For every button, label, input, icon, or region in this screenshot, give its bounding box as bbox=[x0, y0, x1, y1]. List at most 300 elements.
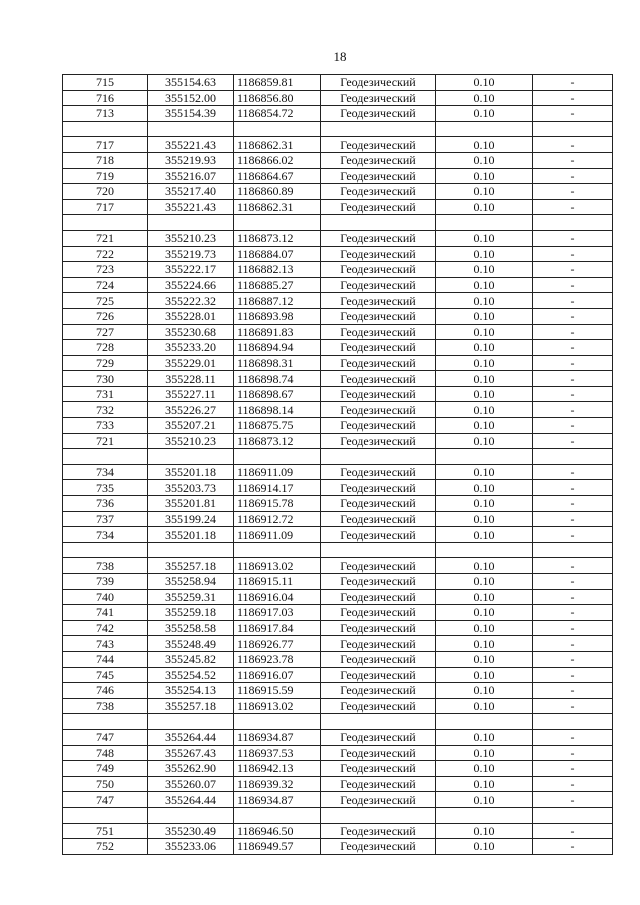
method-cell: Геодезический bbox=[321, 558, 436, 574]
point-number-cell: 742 bbox=[63, 620, 148, 636]
point-number-cell: 747 bbox=[63, 792, 148, 808]
accuracy-cell: 0.10 bbox=[436, 745, 533, 761]
y-coordinate-cell: 1186934.87 bbox=[234, 792, 321, 808]
y-coordinate-cell: 1186859.81 bbox=[234, 75, 321, 91]
accuracy-cell: 0.10 bbox=[436, 340, 533, 356]
method-cell: Геодезический bbox=[321, 511, 436, 527]
point-number-cell: 739 bbox=[63, 574, 148, 590]
accuracy-cell: 0.10 bbox=[436, 792, 533, 808]
accuracy-cell: 0.10 bbox=[436, 293, 533, 309]
coordinates-table bbox=[62, 74, 613, 855]
table-separator-row bbox=[63, 714, 613, 730]
x-coordinate-cell: 355257.18 bbox=[148, 558, 234, 574]
table-row bbox=[63, 698, 613, 714]
note-cell: - bbox=[533, 184, 613, 200]
point-number-cell: 722 bbox=[63, 246, 148, 262]
method-cell: Геодезический bbox=[321, 152, 436, 168]
method-cell: Геодезический bbox=[321, 745, 436, 761]
table-row bbox=[63, 605, 613, 621]
accuracy-cell: 0.10 bbox=[436, 402, 533, 418]
accuracy-cell: 0.10 bbox=[436, 464, 533, 480]
table-separator-row bbox=[63, 449, 613, 465]
point-number-cell: 715 bbox=[63, 75, 148, 91]
note-cell: - bbox=[533, 246, 613, 262]
point-number-cell bbox=[63, 121, 148, 137]
note-cell: - bbox=[533, 651, 613, 667]
method-cell: Геодезический bbox=[321, 184, 436, 200]
x-coordinate-cell: 355267.43 bbox=[148, 745, 234, 761]
point-number-cell: 731 bbox=[63, 386, 148, 402]
x-coordinate-cell: 355259.18 bbox=[148, 605, 234, 621]
method-cell: Геодезический bbox=[321, 137, 436, 153]
y-coordinate-cell bbox=[234, 449, 321, 465]
note-cell: - bbox=[533, 574, 613, 590]
x-coordinate-cell: 355227.11 bbox=[148, 386, 234, 402]
accuracy-cell: 0.10 bbox=[436, 511, 533, 527]
y-coordinate-cell: 1186939.32 bbox=[234, 776, 321, 792]
y-coordinate-cell: 1186875.75 bbox=[234, 418, 321, 434]
method-cell bbox=[321, 121, 436, 137]
accuracy-cell: 0.10 bbox=[436, 574, 533, 590]
method-cell: Геодезический bbox=[321, 402, 436, 418]
table-separator-row bbox=[63, 121, 613, 137]
method-cell: Геодезический bbox=[321, 698, 436, 714]
method-cell: Геодезический bbox=[321, 496, 436, 512]
table-row bbox=[63, 277, 613, 293]
y-coordinate-cell: 1186917.84 bbox=[234, 620, 321, 636]
point-number-cell bbox=[63, 807, 148, 823]
method-cell: Геодезический bbox=[321, 246, 436, 262]
accuracy-cell: 0.10 bbox=[436, 433, 533, 449]
method-cell: Геодезический bbox=[321, 792, 436, 808]
point-number-cell: 723 bbox=[63, 262, 148, 278]
method-cell: Геодезический bbox=[321, 262, 436, 278]
x-coordinate-cell: 355259.31 bbox=[148, 589, 234, 605]
table-row bbox=[63, 230, 613, 246]
method-cell: Геодезический bbox=[321, 636, 436, 652]
accuracy-cell: 0.10 bbox=[436, 776, 533, 792]
accuracy-cell: 0.10 bbox=[436, 371, 533, 387]
table-row bbox=[63, 168, 613, 184]
accuracy-cell: 0.10 bbox=[436, 199, 533, 215]
y-coordinate-cell bbox=[234, 714, 321, 730]
x-coordinate-cell bbox=[148, 121, 234, 137]
method-cell: Геодезический bbox=[321, 199, 436, 215]
note-cell: - bbox=[533, 90, 613, 106]
x-coordinate-cell: 355230.68 bbox=[148, 324, 234, 340]
x-coordinate-cell: 355245.82 bbox=[148, 651, 234, 667]
y-coordinate-cell: 1186884.07 bbox=[234, 246, 321, 262]
y-coordinate-cell: 1186911.09 bbox=[234, 464, 321, 480]
y-coordinate-cell: 1186915.59 bbox=[234, 683, 321, 699]
method-cell: Геодезический bbox=[321, 651, 436, 667]
accuracy-cell: 0.10 bbox=[436, 230, 533, 246]
table-separator-row bbox=[63, 215, 613, 231]
x-coordinate-cell: 355154.63 bbox=[148, 75, 234, 91]
table-row bbox=[63, 745, 613, 761]
x-coordinate-cell: 355154.39 bbox=[148, 106, 234, 122]
point-number-cell bbox=[63, 449, 148, 465]
y-coordinate-cell: 1186873.12 bbox=[234, 433, 321, 449]
y-coordinate-cell: 1186926.77 bbox=[234, 636, 321, 652]
note-cell: - bbox=[533, 308, 613, 324]
table-row bbox=[63, 262, 613, 278]
method-cell: Геодезический bbox=[321, 464, 436, 480]
method-cell bbox=[321, 542, 436, 558]
x-coordinate-cell: 355222.17 bbox=[148, 262, 234, 278]
x-coordinate-cell: 355233.06 bbox=[148, 839, 234, 855]
x-coordinate-cell: 355201.81 bbox=[148, 496, 234, 512]
point-number-cell bbox=[63, 714, 148, 730]
note-cell: - bbox=[533, 168, 613, 184]
table-row bbox=[63, 589, 613, 605]
x-coordinate-cell: 355229.01 bbox=[148, 355, 234, 371]
y-coordinate-cell: 1186898.14 bbox=[234, 402, 321, 418]
point-number-cell: 740 bbox=[63, 589, 148, 605]
point-number-cell: 733 bbox=[63, 418, 148, 434]
point-number-cell: 752 bbox=[63, 839, 148, 855]
accuracy-cell: 0.10 bbox=[436, 90, 533, 106]
point-number-cell: 717 bbox=[63, 199, 148, 215]
x-coordinate-cell: 355254.52 bbox=[148, 667, 234, 683]
note-cell: - bbox=[533, 761, 613, 777]
point-number-cell: 727 bbox=[63, 324, 148, 340]
y-coordinate-cell: 1186913.02 bbox=[234, 558, 321, 574]
method-cell: Геодезический bbox=[321, 527, 436, 543]
method-cell: Геодезический bbox=[321, 75, 436, 91]
point-number-cell: 750 bbox=[63, 776, 148, 792]
point-number-cell: 747 bbox=[63, 729, 148, 745]
point-number-cell bbox=[63, 215, 148, 231]
accuracy-cell: 0.10 bbox=[436, 620, 533, 636]
point-number-cell: 732 bbox=[63, 402, 148, 418]
accuracy-cell: 0.10 bbox=[436, 386, 533, 402]
note-cell: - bbox=[533, 402, 613, 418]
y-coordinate-cell bbox=[234, 807, 321, 823]
y-coordinate-cell bbox=[234, 215, 321, 231]
note-cell: - bbox=[533, 511, 613, 527]
table-row bbox=[63, 246, 613, 262]
method-cell: Геодезический bbox=[321, 620, 436, 636]
point-number-cell bbox=[63, 542, 148, 558]
x-coordinate-cell: 355264.44 bbox=[148, 792, 234, 808]
x-coordinate-cell: 355201.18 bbox=[148, 464, 234, 480]
note-cell bbox=[533, 121, 613, 137]
y-coordinate-cell: 1186898.67 bbox=[234, 386, 321, 402]
y-coordinate-cell: 1186916.07 bbox=[234, 667, 321, 683]
y-coordinate-cell: 1186913.02 bbox=[234, 698, 321, 714]
method-cell: Геодезический bbox=[321, 277, 436, 293]
y-coordinate-cell: 1186887.12 bbox=[234, 293, 321, 309]
x-coordinate-cell: 355258.58 bbox=[148, 620, 234, 636]
y-coordinate-cell: 1186885.27 bbox=[234, 277, 321, 293]
x-coordinate-cell: 355219.73 bbox=[148, 246, 234, 262]
method-cell: Геодезический bbox=[321, 324, 436, 340]
y-coordinate-cell: 1186916.04 bbox=[234, 589, 321, 605]
point-number-cell: 735 bbox=[63, 480, 148, 496]
table-row bbox=[63, 823, 613, 839]
y-coordinate-cell: 1186882.13 bbox=[234, 262, 321, 278]
point-number-cell: 744 bbox=[63, 651, 148, 667]
x-coordinate-cell: 355210.23 bbox=[148, 433, 234, 449]
table-row bbox=[63, 184, 613, 200]
table-row bbox=[63, 683, 613, 699]
note-cell: - bbox=[533, 262, 613, 278]
note-cell: - bbox=[533, 792, 613, 808]
note-cell: - bbox=[533, 355, 613, 371]
note-cell: - bbox=[533, 230, 613, 246]
method-cell: Геодезический bbox=[321, 371, 436, 387]
y-coordinate-cell: 1186914.17 bbox=[234, 480, 321, 496]
y-coordinate-cell: 1186893.98 bbox=[234, 308, 321, 324]
accuracy-cell: 0.10 bbox=[436, 839, 533, 855]
note-cell: - bbox=[533, 75, 613, 91]
y-coordinate-cell bbox=[234, 542, 321, 558]
note-cell: - bbox=[533, 371, 613, 387]
x-coordinate-cell: 355260.07 bbox=[148, 776, 234, 792]
y-coordinate-cell: 1186862.31 bbox=[234, 137, 321, 153]
table-row bbox=[63, 402, 613, 418]
table-row bbox=[63, 729, 613, 745]
y-coordinate-cell: 1186866.02 bbox=[234, 152, 321, 168]
y-coordinate-cell: 1186934.87 bbox=[234, 729, 321, 745]
x-coordinate-cell: 355258.94 bbox=[148, 574, 234, 590]
method-cell: Геодезический bbox=[321, 823, 436, 839]
note-cell bbox=[533, 807, 613, 823]
accuracy-cell: 0.10 bbox=[436, 823, 533, 839]
table-row bbox=[63, 761, 613, 777]
y-coordinate-cell: 1186891.83 bbox=[234, 324, 321, 340]
method-cell bbox=[321, 807, 436, 823]
x-coordinate-cell bbox=[148, 449, 234, 465]
note-cell: - bbox=[533, 683, 613, 699]
note-cell: - bbox=[533, 636, 613, 652]
note-cell bbox=[533, 449, 613, 465]
method-cell: Геодезический bbox=[321, 168, 436, 184]
point-number-cell: 749 bbox=[63, 761, 148, 777]
note-cell: - bbox=[533, 589, 613, 605]
table-row bbox=[63, 792, 613, 808]
x-coordinate-cell: 355217.40 bbox=[148, 184, 234, 200]
note-cell: - bbox=[533, 433, 613, 449]
table-row bbox=[63, 574, 613, 590]
table-row bbox=[63, 418, 613, 434]
method-cell: Геодезический bbox=[321, 574, 436, 590]
x-coordinate-cell: 355262.90 bbox=[148, 761, 234, 777]
method-cell bbox=[321, 215, 436, 231]
y-coordinate-cell: 1186894.94 bbox=[234, 340, 321, 356]
table-row bbox=[63, 558, 613, 574]
note-cell bbox=[533, 215, 613, 231]
method-cell: Геодезический bbox=[321, 729, 436, 745]
table-row bbox=[63, 324, 613, 340]
table-row bbox=[63, 340, 613, 356]
x-coordinate-cell: 355224.66 bbox=[148, 277, 234, 293]
table-row bbox=[63, 371, 613, 387]
y-coordinate-cell: 1186873.12 bbox=[234, 230, 321, 246]
table-row bbox=[63, 651, 613, 667]
y-coordinate-cell: 1186898.74 bbox=[234, 371, 321, 387]
method-cell: Геодезический bbox=[321, 683, 436, 699]
point-number-cell: 734 bbox=[63, 464, 148, 480]
y-coordinate-cell: 1186917.03 bbox=[234, 605, 321, 621]
table-row bbox=[63, 75, 613, 91]
note-cell: - bbox=[533, 137, 613, 153]
accuracy-cell: 0.10 bbox=[436, 324, 533, 340]
note-cell: - bbox=[533, 152, 613, 168]
method-cell: Геодезический bbox=[321, 605, 436, 621]
method-cell bbox=[321, 714, 436, 730]
method-cell: Геодезический bbox=[321, 776, 436, 792]
method-cell: Геодезический bbox=[321, 90, 436, 106]
x-coordinate-cell: 355199.24 bbox=[148, 511, 234, 527]
y-coordinate-cell: 1186949.57 bbox=[234, 839, 321, 855]
y-coordinate-cell: 1186942.13 bbox=[234, 761, 321, 777]
method-cell: Геодезический bbox=[321, 386, 436, 402]
accuracy-cell: 0.10 bbox=[436, 168, 533, 184]
accuracy-cell: 0.10 bbox=[436, 605, 533, 621]
table-row bbox=[63, 636, 613, 652]
x-coordinate-cell: 355219.93 bbox=[148, 152, 234, 168]
table-row bbox=[63, 496, 613, 512]
accuracy-cell: 0.10 bbox=[436, 75, 533, 91]
note-cell: - bbox=[533, 277, 613, 293]
x-coordinate-cell: 355226.27 bbox=[148, 402, 234, 418]
x-coordinate-cell: 355201.18 bbox=[148, 527, 234, 543]
accuracy-cell: 0.10 bbox=[436, 527, 533, 543]
accuracy-cell: 0.10 bbox=[436, 106, 533, 122]
accuracy-cell: 0.10 bbox=[436, 729, 533, 745]
x-coordinate-cell: 355228.11 bbox=[148, 371, 234, 387]
note-cell: - bbox=[533, 496, 613, 512]
accuracy-cell: 0.10 bbox=[436, 262, 533, 278]
accuracy-cell: 0.10 bbox=[436, 246, 533, 262]
x-coordinate-cell: 355228.01 bbox=[148, 308, 234, 324]
x-coordinate-cell: 355152.00 bbox=[148, 90, 234, 106]
note-cell: - bbox=[533, 776, 613, 792]
method-cell: Геодезический bbox=[321, 106, 436, 122]
method-cell: Геодезический bbox=[321, 418, 436, 434]
accuracy-cell: 0.10 bbox=[436, 355, 533, 371]
y-coordinate-cell: 1186915.78 bbox=[234, 496, 321, 512]
y-coordinate-cell: 1186862.31 bbox=[234, 199, 321, 215]
x-coordinate-cell: 355216.07 bbox=[148, 168, 234, 184]
y-coordinate-cell: 1186856.80 bbox=[234, 90, 321, 106]
point-number-cell: 725 bbox=[63, 293, 148, 309]
note-cell: - bbox=[533, 823, 613, 839]
accuracy-cell bbox=[436, 215, 533, 231]
point-number-cell: 741 bbox=[63, 605, 148, 621]
accuracy-cell: 0.10 bbox=[436, 589, 533, 605]
point-number-cell: 737 bbox=[63, 511, 148, 527]
accuracy-cell bbox=[436, 542, 533, 558]
y-coordinate-cell: 1186911.09 bbox=[234, 527, 321, 543]
table-separator-row bbox=[63, 807, 613, 823]
note-cell: - bbox=[533, 729, 613, 745]
accuracy-cell: 0.10 bbox=[436, 496, 533, 512]
y-coordinate-cell: 1186915.11 bbox=[234, 574, 321, 590]
table-row bbox=[63, 293, 613, 309]
point-number-cell: 728 bbox=[63, 340, 148, 356]
note-cell: - bbox=[533, 418, 613, 434]
point-number-cell: 751 bbox=[63, 823, 148, 839]
accuracy-cell: 0.10 bbox=[436, 152, 533, 168]
point-number-cell: 721 bbox=[63, 230, 148, 246]
point-number-cell: 729 bbox=[63, 355, 148, 371]
table-row bbox=[63, 839, 613, 855]
point-number-cell: 718 bbox=[63, 152, 148, 168]
y-coordinate-cell: 1186923.78 bbox=[234, 651, 321, 667]
note-cell: - bbox=[533, 527, 613, 543]
accuracy-cell: 0.10 bbox=[436, 558, 533, 574]
x-coordinate-cell bbox=[148, 807, 234, 823]
table-separator-row bbox=[63, 542, 613, 558]
method-cell: Геодезический bbox=[321, 839, 436, 855]
note-cell: - bbox=[533, 480, 613, 496]
table-row bbox=[63, 90, 613, 106]
table-row bbox=[63, 511, 613, 527]
method-cell: Геодезический bbox=[321, 667, 436, 683]
table-row bbox=[63, 152, 613, 168]
table-row bbox=[63, 355, 613, 371]
method-cell: Геодезический bbox=[321, 589, 436, 605]
point-number-cell: 730 bbox=[63, 371, 148, 387]
table-row bbox=[63, 106, 613, 122]
point-number-cell: 720 bbox=[63, 184, 148, 200]
point-number-cell: 726 bbox=[63, 308, 148, 324]
point-number-cell: 721 bbox=[63, 433, 148, 449]
note-cell: - bbox=[533, 620, 613, 636]
accuracy-cell: 0.10 bbox=[436, 184, 533, 200]
table-row bbox=[63, 433, 613, 449]
point-number-cell: 713 bbox=[63, 106, 148, 122]
accuracy-cell bbox=[436, 714, 533, 730]
page-number: 18 bbox=[333, 49, 347, 64]
note-cell: - bbox=[533, 558, 613, 574]
note-cell: - bbox=[533, 839, 613, 855]
note-cell: - bbox=[533, 605, 613, 621]
note-cell: - bbox=[533, 106, 613, 122]
x-coordinate-cell: 355203.73 bbox=[148, 480, 234, 496]
table-row bbox=[63, 480, 613, 496]
table-row bbox=[63, 776, 613, 792]
method-cell: Геодезический bbox=[321, 433, 436, 449]
accuracy-cell: 0.10 bbox=[436, 480, 533, 496]
accuracy-cell bbox=[436, 807, 533, 823]
accuracy-cell: 0.10 bbox=[436, 683, 533, 699]
accuracy-cell bbox=[436, 449, 533, 465]
table-row bbox=[63, 620, 613, 636]
note-cell: - bbox=[533, 199, 613, 215]
accuracy-cell: 0.10 bbox=[436, 636, 533, 652]
x-coordinate-cell: 355210.23 bbox=[148, 230, 234, 246]
note-cell: - bbox=[533, 324, 613, 340]
x-coordinate-cell bbox=[148, 542, 234, 558]
method-cell bbox=[321, 449, 436, 465]
accuracy-cell: 0.10 bbox=[436, 137, 533, 153]
method-cell: Геодезический bbox=[321, 230, 436, 246]
accuracy-cell: 0.10 bbox=[436, 277, 533, 293]
x-coordinate-cell: 355222.32 bbox=[148, 293, 234, 309]
note-cell: - bbox=[533, 698, 613, 714]
point-number-cell: 716 bbox=[63, 90, 148, 106]
point-number-cell: 743 bbox=[63, 636, 148, 652]
coordinates-table-body bbox=[63, 75, 613, 855]
note-cell: - bbox=[533, 340, 613, 356]
accuracy-cell: 0.10 bbox=[436, 667, 533, 683]
point-number-cell: 719 bbox=[63, 168, 148, 184]
y-coordinate-cell: 1186912.72 bbox=[234, 511, 321, 527]
